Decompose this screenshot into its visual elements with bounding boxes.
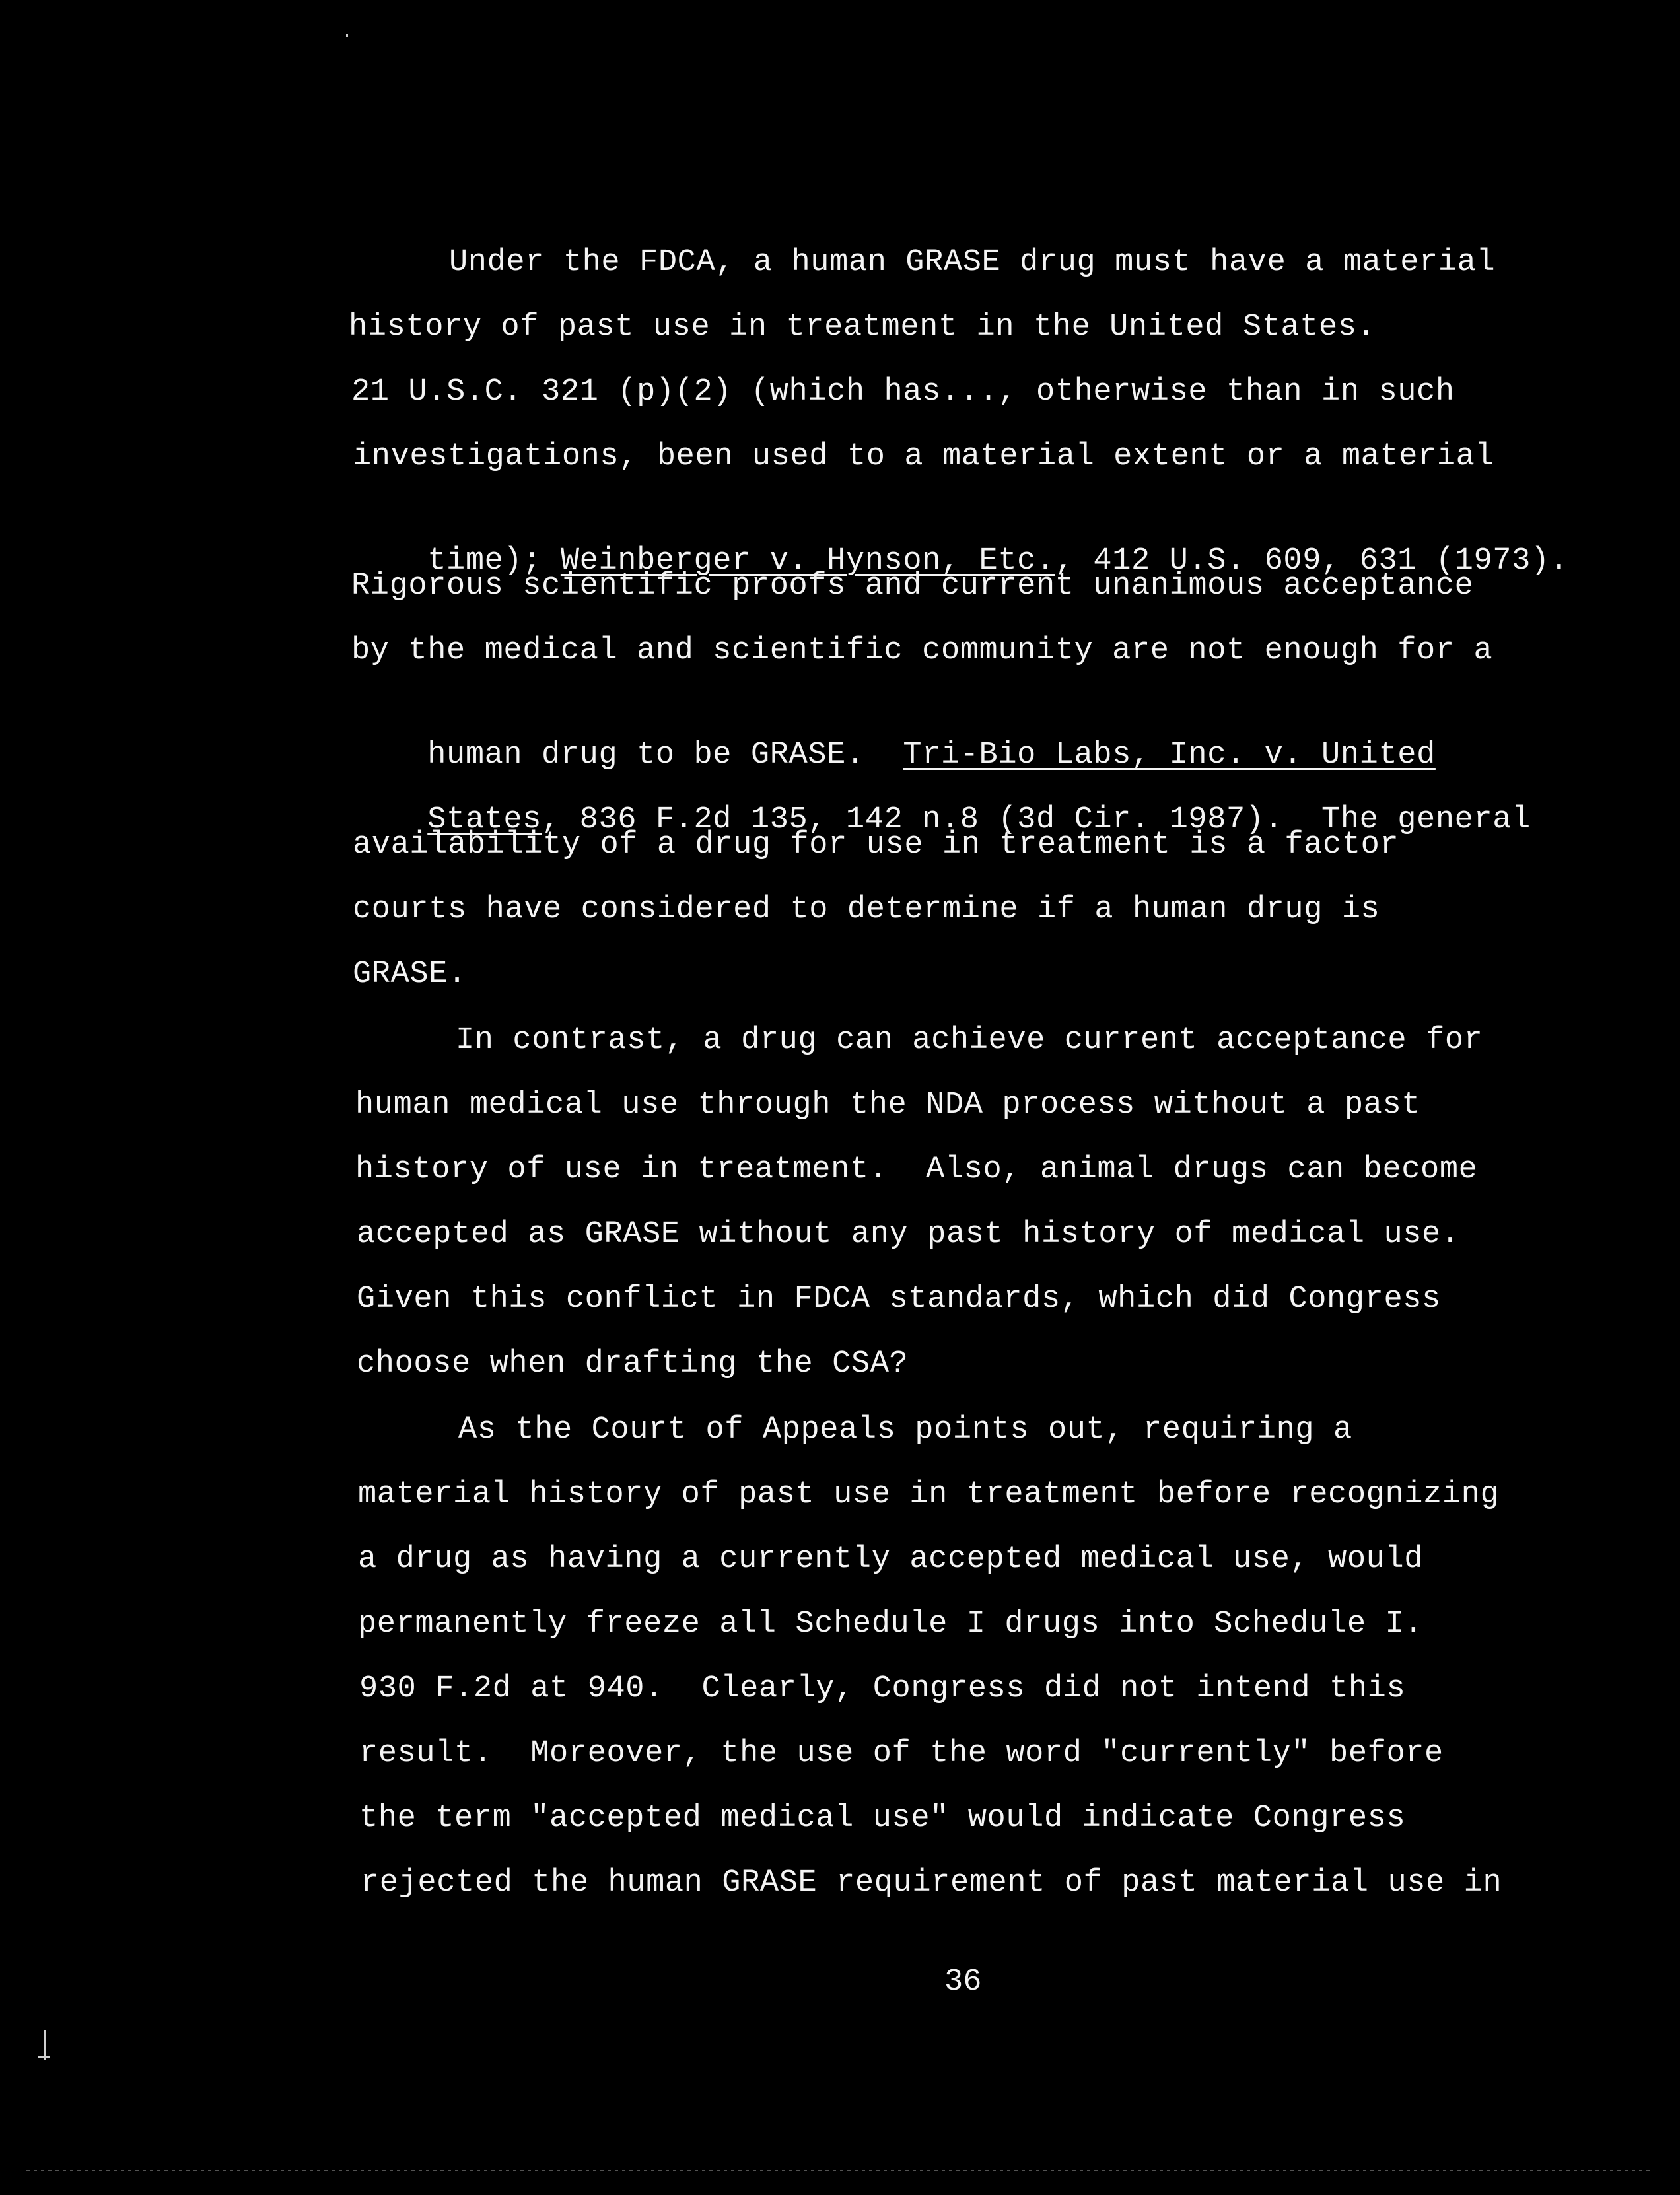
text-line: availability of a drug for use in treatment is a factor bbox=[353, 827, 1399, 862]
text-line: the term "accepted medical use" would indicate Congress bbox=[359, 1801, 1406, 1836]
text-line: by the medical and scientific community are not enough for a bbox=[351, 633, 1493, 668]
text-line: rejected the human GRASE requirement of past material use in bbox=[361, 1865, 1502, 1900]
case-citation: Tri-Bio Labs, Inc. v. United bbox=[903, 738, 1436, 773]
text-line: 930 F.2d at 940. Clearly, Congress did not intend this bbox=[359, 1671, 1406, 1706]
text-segment: , 412 U.S. 609, 631 (1973). bbox=[1055, 543, 1569, 578]
scan-edge-noise bbox=[26, 2170, 1651, 2171]
text-line: investigations, been used to a material extent or a material bbox=[353, 439, 1494, 474]
case-citation: States bbox=[427, 802, 542, 837]
text-segment: human drug to be GRASE. bbox=[427, 738, 903, 773]
scan-speck bbox=[346, 34, 348, 37]
text-line: As the Court of Appeals points out, requiring a bbox=[458, 1412, 1352, 1447]
text-line: result. Moreover, the use of the word "currently" before bbox=[359, 1736, 1444, 1771]
page-number: 36 bbox=[944, 1965, 982, 2000]
text-line: a drug as having a currently accepted medical use, would bbox=[358, 1542, 1424, 1577]
text-line: material history of past use in treatment before recognizing bbox=[358, 1477, 1500, 1512]
text-line: permanently freeze all Schedule I drugs into Schedule I. bbox=[358, 1607, 1424, 1642]
text-line: Rigorous scientific proofs and current unanimous acceptance bbox=[351, 569, 1474, 604]
case-citation: Weinberger v. Hynson, Etc. bbox=[560, 543, 1055, 578]
text-line: choose when drafting the CSA? bbox=[357, 1346, 909, 1381]
text-line: Given this conflict in FDCA standards, which did Congress bbox=[357, 1282, 1441, 1317]
text-line: accepted as GRASE without any past history of medical use. bbox=[357, 1217, 1460, 1252]
text-segment: , 836 F.2d 135, 142 n.8 (3d Cir. 1987). The general bbox=[542, 802, 1531, 837]
text-line: GRASE. bbox=[353, 957, 467, 992]
scan-mark bbox=[38, 2056, 50, 2058]
text-line: 21 U.S.C. 321 (p)(2) (which has..., otherwise than in such bbox=[351, 374, 1455, 409]
text-line: history of use in treatment. Also, animal drugs can become bbox=[355, 1152, 1478, 1187]
text-line: human medical use through the NDA process without a past bbox=[355, 1088, 1421, 1123]
text-line: Under the FDCA, a human GRASE drug must have a material bbox=[449, 245, 1496, 280]
text-segment: time); bbox=[427, 543, 561, 578]
text-line: In contrast, a drug can achieve current acceptance for bbox=[456, 1023, 1483, 1058]
text-line: history of past use in treatment in the United States. bbox=[349, 310, 1376, 345]
text-line: courts have considered to determine if a human drug is bbox=[353, 892, 1380, 927]
